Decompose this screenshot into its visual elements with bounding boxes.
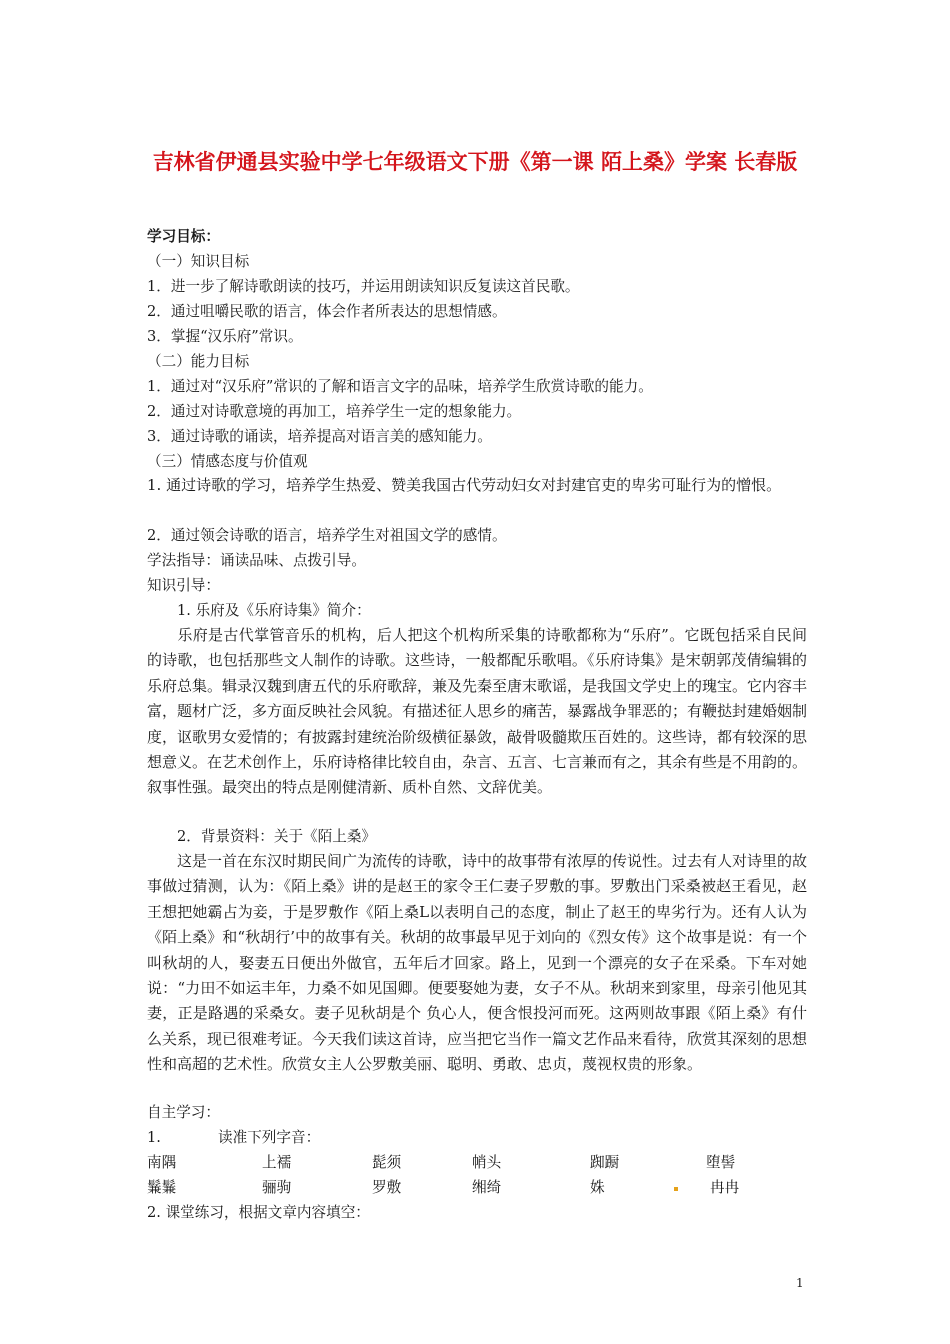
- word-item: 鬑鬑: [147, 1179, 177, 1196]
- attitude-heading: （三）情感态度与价值观: [147, 453, 308, 470]
- attitude-item-2: 2．通过领会诗歌的语言，培养学生对祖国文学的感情。: [147, 527, 507, 544]
- knowledge-item-3: 3．掌握“汉乐府”常识。: [147, 328, 303, 345]
- background-text: 这是一首在东汉时期民间广为流传的诗歌，诗中的故事带有浓厚的传说性。过去有人对诗里的故事做过猜测，认为：《陌上桑》讲的是赵王的家令王仁妻子罗敷的事。罗敷出门采桑被赵王看见，赵王想把她霸占为妾，于是罗敷作《陌上桑L以表明自己的态度，制止了赵王的卑劣行为。还有人认为《陌上桑》和“秋胡行’中的故事有关。秋胡的故事最早见于刘向的《烈女传》这个故事是说：有一个叫秋胡的人，娶妻五日便出外做官，五年后才回家。路上，见到一个漂亮的女子在采桑。下车对她说：“力田不如运丰年，力桑不如见国卿。便要娶她为妻，女子不从。秋胡来到家里，母亲引他见其妻，正是路遇的采桑女。妻子见秋胡是个 负心人，便含恨投河而死。这两则故事跟《陌上桑》有什么关系，现已很难考证。今天我们读这首诗，应当把它当作一篇文艺作品来看待，欣赏其深刻的思想性和高超的艺术性。欣赏女主人公罗敷美丽、聪明、勇敢、忠贞，蔑视权贵的形象。: [147, 852, 808, 1074]
- word-item: 缃绮: [472, 1179, 502, 1196]
- word-item: 髭须: [372, 1154, 402, 1171]
- word-item: 骊驹: [262, 1179, 292, 1196]
- knowledge-heading: （一）知识目标: [147, 253, 250, 270]
- yuefu-text: 乐府是古代掌管音乐的机构，后人把这个机构所采集的诗歌都称为“乐府”。它既包括采自民间的诗歌，也包括那些文人制作的诗歌。这些诗，一般都配乐歌唱。《乐府诗集》是宋朝郭茂倩编辑的乐府总集。辑录汉魏到唐五代的乐府歌辞，兼及先秦至唐末歌谣，是我国文学史上的瑰宝。它内容丰富，题材广泛，多方面反映社会风貌。有描述征人思乡的痛苦，暴露战争罪恶的；有鞭挞封建婚姻制度，讴歌男女爱情的；有披露封建统治阶级横征暴敛，敲骨吸髓欺压百姓的。这些诗，都有较深的思想意义。在艺术创作上，乐府诗格律比较自由，杂言、五言、七言兼而有之，其余有些是不用韵的。叙事性强。最突出的特点是刚健清新、质朴自然、文辞优美。: [147, 626, 808, 797]
- word-item: 上襦: [262, 1154, 292, 1171]
- pronunciation-number: 1.: [147, 1129, 161, 1146]
- page-number: 1: [796, 1276, 804, 1290]
- pronunciation-task: 读准下列字音：: [218, 1129, 321, 1146]
- ability-item-2: 2．通过对诗歌意境的再加工，培养学生一定的想象能力。: [147, 403, 522, 420]
- study-method: 学法指导：诵读品味、点拨引导。: [147, 552, 366, 569]
- guide-heading: 知识引导：: [147, 577, 220, 594]
- ability-item-3: 3．通过诗歌的诵读，培养提高对语言美的感知能力。: [147, 428, 492, 445]
- word-item: 堕髻: [706, 1154, 736, 1171]
- ability-heading: （二）能力目标: [147, 353, 250, 370]
- attitude-item-1: 1. 通过诗歌的学习，培养学生热爱、赞美我国古代劳动妇女对封建官吏的卑劣可耻行为的憎恨。: [147, 476, 782, 494]
- knowledge-item-2: 2．通过咀嚼民歌的语言，体会作者所表达的思想情感。: [147, 303, 507, 320]
- mark-dot: [674, 1187, 678, 1191]
- yuefu-paragraph: [147, 623, 807, 801]
- background-paragraph: [147, 849, 807, 1078]
- word-item: 姝: [590, 1179, 605, 1196]
- word-item: 帩头: [472, 1154, 502, 1171]
- word-item: 冉冉: [710, 1179, 740, 1196]
- background-heading: 2．背景资料：关于《陌上桑》: [177, 828, 377, 845]
- knowledge-item-1: 1．进一步了解诗歌朗读的技巧，并运用朗读知识反复读这首民歌。: [147, 278, 580, 295]
- yuefu-heading: 1. 乐府及《乐府诗集》简介：: [177, 602, 371, 619]
- objectives-heading: 学习目标：: [147, 228, 220, 245]
- word-item: 南隅: [147, 1154, 177, 1171]
- word-item: 踟蹰: [590, 1154, 620, 1171]
- self-study-heading: 自主学习：: [147, 1104, 220, 1121]
- practice-line: 2. 课堂练习，根据文章内容填空：: [147, 1204, 370, 1221]
- document-title: 吉林省伊通县实验中学七年级语文下册《第一课 陌上桑》学案 长春版: [152, 150, 798, 174]
- word-item: 罗敷: [372, 1179, 402, 1196]
- ability-item-1: 1．通过对“汉乐府”常识的了解和语言文字的品味，培养学生欣赏诗歌的能力。: [147, 378, 653, 395]
